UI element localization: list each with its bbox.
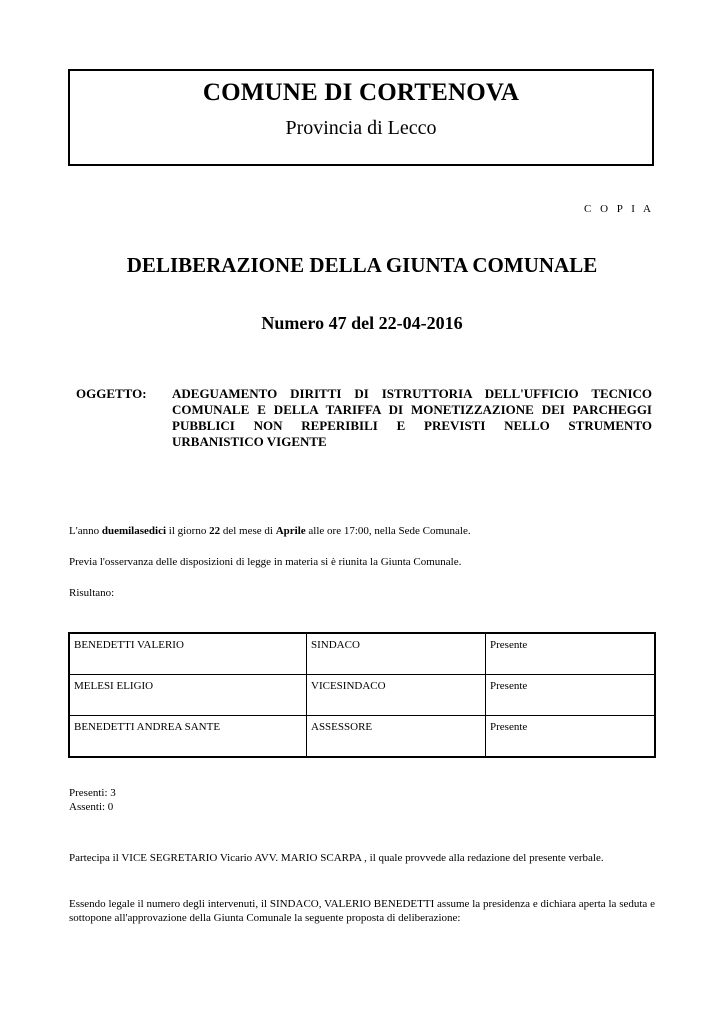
member-status: Presente	[486, 716, 656, 758]
presidency-paragraph: Essendo legale il numero degli intervenuti, il SINDACO, VALERIO BENEDETTI assume la presidenza e dichiara aperta la seduta e sottopone all'approvazione della Giunta Comunale la seguente proposta di deliberazione:	[69, 898, 655, 924]
date-prefix: L'anno	[69, 525, 102, 537]
member-name: BENEDETTI VALERIO	[69, 633, 307, 675]
table-row	[69, 633, 655, 675]
municipality-title: COMUNE DI CORTENOVA	[202, 79, 520, 106]
date-day: 22	[209, 525, 221, 537]
member-name: MELESI ELIGIO	[69, 675, 307, 716]
convocation-paragraph: Previa l'osservanza delle disposizioni di legge in materia si è riunita la Giunta Comunale.	[69, 556, 462, 568]
member-status: Presente	[486, 675, 656, 716]
member-role: ASSESSORE	[307, 716, 486, 758]
risultano-label: Risultano:	[69, 587, 115, 599]
present-count: Presenti: 3	[69, 787, 116, 799]
date-year: duemilasedici	[101, 525, 167, 537]
attendance-table	[68, 632, 656, 758]
deliberation-number: Numero 47 del 22-04-2016	[261, 313, 463, 333]
oggetto-text: ADEGUAMENTO DIRITTI DI ISTRUTTORIA DELL'UFFICIO TECNICO COMUNALE E DELLA TARIFFA DI MONETIZZAZIONE DEI PARCHEGGI PUBBLICI NON REPERIBILI E PREVISTI NELLO STRUMENTO URBANISTICO VIGENTE	[172, 386, 652, 449]
member-name: BENEDETTI ANDREA SANTE	[69, 716, 307, 758]
date-mid2: del mese di	[220, 525, 276, 537]
oggetto-label: OGGETTO:	[76, 386, 147, 401]
header-box	[68, 69, 654, 166]
member-role: SINDACO	[307, 633, 486, 675]
table-row	[69, 675, 655, 716]
deliberation-title: DELIBERAZIONE DELLA GIUNTA COMUNALE	[126, 253, 598, 277]
secretary-paragraph: Partecipa il VICE SEGRETARIO Vicario AVV. MARIO SCARPA , il quale provvede alla redazione del presente verbale.	[69, 852, 604, 864]
province-subtitle: Provincia di Lecco	[285, 117, 437, 139]
date-mid1: il giorno	[166, 525, 210, 537]
copy-label: C O P I A	[584, 203, 654, 215]
absent-count: Assenti: 0	[69, 801, 114, 813]
table-row	[69, 716, 655, 758]
member-role: VICESINDACO	[307, 675, 486, 716]
date-paragraph	[69, 524, 655, 538]
date-month: Aprile	[275, 525, 306, 537]
date-suffix: alle ore 17:00, nella Sede Comunale.	[305, 525, 471, 537]
member-status: Presente	[486, 633, 656, 675]
